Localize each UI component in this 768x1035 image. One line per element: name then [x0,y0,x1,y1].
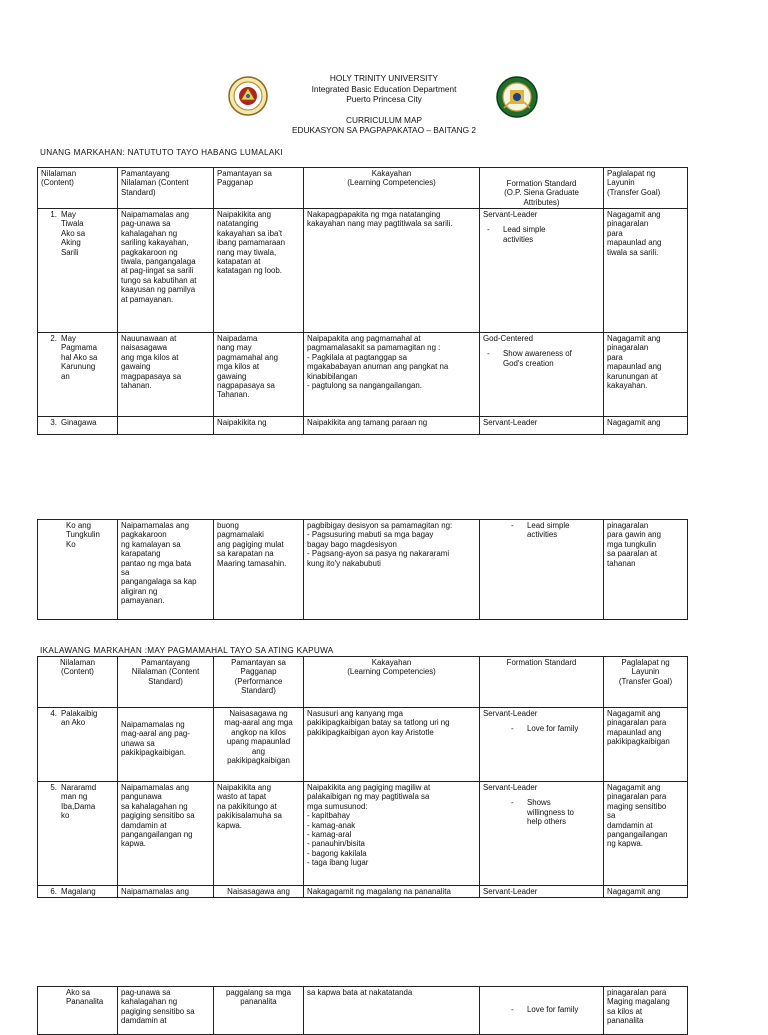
competencies-cell: Nasusuri ang kanyang mga pakikipagkaibigan batay sa tatlong uri ng pakikipagkaibigan ayon kay Aristotle [304,708,480,782]
formation-cell: Servant-Leader [480,417,604,435]
content-cell: Ako sa Pananalita [38,987,118,1035]
transfer-goal-cell: Nagagamit ang pinagaralan para mapaunlad ang karunungan at kakayahan. [604,333,688,417]
performance-standard-cell: Naipadama nang may pagmamahal ang mga kilos at gawaing nagpapasaya sa Tahanan. [214,333,304,417]
header-competencies: Kakayahan (Learning Competencies) [304,657,480,708]
transfer-goal-cell: pinagaralan para gawin ang mga tungkulin sa paaralan at tahanan [604,520,688,620]
content-cell: Ko ang Tungkulin Ko [38,520,118,620]
formation-bullet: Show awareness of God's creation [503,349,572,368]
header-content: Nilalaman (Content) [38,657,118,708]
content-standard-cell: Nauunawaan at naisasagawa ang mga kilos at gawaing magpapasaya sa tahanan. [118,333,214,417]
header-formation: Formation Standard (O.P. Siena Graduate Attributes) [480,168,604,209]
header-content-standard: Pamantayang Nilalaman (Content Standard) [118,657,214,708]
performance-standard-cell: paggalang sa mga pananalita [214,987,304,1035]
table-row [38,987,688,1035]
formation-cell: Servant-Leader [480,886,604,898]
formation-cell: - Lead simple activities [480,520,604,620]
transfer-goal-cell: Nagagamit ang pinagaralan para mapaunlad ang tiwala sa sarili. [604,209,688,333]
competencies-cell: pagbibigay desisyon sa pamamagitan ng: - Pagsusuring mabuti sa mga bagay bagay bago magdesisyon - Pagsang-ayon sa pasya ng nakararami kung ito'y nakabubuti [304,520,480,620]
header-content-standard: Pamantayang Nilalaman (Content Standard) [118,168,214,209]
content-standard-cell: Naipamamalas ang pag-unawa sa kahalagahan ng sariling kakayahan, pagkakaroon ng tiwala, pangangalaga at pag-iingat sa sarili tungo sa kabutihan at kaayusan ng pamilya at pamayanan. [118,209,214,333]
table-row [38,417,688,435]
header-content: Nilalaman (Content) [38,168,118,209]
department-name: Integrated Basic Education Department [311,83,457,94]
table-row [38,708,688,782]
performance-standard-cell: Naipakikita ng [214,417,304,435]
city-name: Puerto Princesa City [346,94,422,105]
formation-cell: God-Centered - Show awareness of God's creation [480,333,604,417]
formation-bullet: Love for family [527,724,579,734]
formation-bullet: Lead simple activities [503,225,546,244]
transfer-goal-cell: Nagagamit ang pinagaralan para maging sensitibo sa damdamin at pangangailangan ng kapwa. [604,782,688,886]
table-header-row [38,657,688,708]
row-number: 4. [50,709,57,718]
row-number: 2. [50,334,57,343]
header-transfer-goal: Paglalapat ng Layunin (Transfer Goal) [604,657,688,708]
performance-standard-cell: Naisasagawa ang [214,886,304,898]
table-row [38,520,688,620]
competencies-cell: Nakagagamit ng magalang na pananalita [304,886,480,898]
content-standard-cell [118,417,214,435]
performance-standard-cell: Naipakikita ang wasto at tapat na pakikitungo at pakikisalamuha sa kapwa. [214,782,304,886]
content-standard-cell: pag-unawa sa kahalagahan ng pagiging sensitibo sa damdamin at [118,987,214,1035]
competencies-cell: Naipakikita ang tamang paraan ng [304,417,480,435]
competencies-cell: Naipakikita ang pagiging magiliw at palakaibigan ng may pagtitiwala sa mga sumusunod: - kapitbahay - kamag-anak - kamag-aral - panauhin/bisita - bagong kakilala - taga ibang lugar [304,782,480,886]
row-number: 5. [50,783,57,792]
curriculum-table-q1 [37,167,688,435]
quarter-2-heading: IKALAWANG MARKAHAN :MAY PAGMAMAHAL TAYO SA ATING KAPUWA [40,646,334,655]
content-standard-cell: Naipamamalas ang pangunawa sa kahalagahan ng pagiging sensitibo sa damdamin at pangangailangan ng kapwa. [118,782,214,886]
content-cell: Nararamd man ng Iba,Dama ko [61,783,97,821]
content-cell: Ginagawa [61,418,97,427]
transfer-goal-cell: Nagagamit ang pinagaralan para mapaunlad ang pakikipagkaibigan [604,708,688,782]
curriculum-table-q1-continued [37,519,688,620]
transfer-goal-cell: pinagaralan para Maging magalang sa kilos at pananalita [604,987,688,1035]
header-formation: Formation Standard [480,657,604,708]
formation-cell: - Love for family [480,987,604,1035]
curriculum-table-q2 [37,656,688,898]
content-cell: May Pagmama hal Ako sa Karunung an [61,334,98,381]
content-standard-cell: Naipamamalas ang pagkakaroon ng kamalayan sa karapatang pantao ng mga bata sa pangangalaga sa kap aligiran ng pamayanan. [118,520,214,620]
formation-bullet: Lead simple activities [527,521,570,540]
formation-title: Servant-Leader [483,210,538,219]
transfer-goal-cell: Nagagamit ang [604,886,688,898]
formation-cell: Servant-Leader - Shows willingness to help others [480,782,604,886]
formation-bullet: Shows willingness to help others [527,798,574,827]
table-row [38,782,688,886]
formation-bullet: Love for family [527,1005,579,1014]
header-performance-standard: Pamantayan sa Pagganap [214,168,304,209]
table-row [38,333,688,417]
competencies-cell: Nakapagpapakita ng mga natatanging kakayahan nang may pagtitiwala sa sarili. [304,209,480,333]
formation-cell: Servant-Leader - Love for family [480,708,604,782]
header-transfer-goal: Paglalapat ng Layunin (Transfer Goal) [604,168,688,209]
table-row [38,886,688,898]
content-cell: Palakaibig an Ako [61,709,98,728]
content-cell: May Tiwala Ako sa Aking Sarili [61,210,86,257]
performance-standard-cell: Naisasagawa ng mag-aaral ang mga angkop na kilos upang mapaunlad ang pakikipagkaibigan [214,708,304,782]
row-number: 1. [50,210,57,219]
competencies-cell: sa kapwa bata at nakatatanda [304,987,480,1035]
formation-cell: Servant-Leader - Lead simple activities [480,209,604,333]
formation-title: Servant-Leader [483,783,538,792]
quarter-1-heading: UNANG MARKAHAN: NATUTUTO TAYO HABANG LUMALAKI [40,148,283,157]
content-cell: Magalang [61,887,96,896]
performance-standard-cell: Naipakikita ang natatanging kakayahan sa iba't ibang pamamaraan nang may tiwala, katapatan at katatagan ng loob. [214,209,304,333]
content-standard-cell: Naipamamalas ang [118,886,214,898]
header-competencies: Kakayahan (Learning Competencies) [304,168,480,209]
formation-title: God-Centered [483,334,534,343]
formation-title: Servant-Leader [483,709,538,718]
transfer-goal-cell: Nagagamit ang [604,417,688,435]
table-row [38,209,688,333]
row-number: 3. [50,418,57,427]
document-title: CURRICULUM MAP [345,114,423,125]
performance-standard-cell: buong pagmamalaki ang pagiging mulat sa karapatan na Maaring tamasahin. [214,520,304,620]
subject-title: EDUKASYON SA PAGPAPAKATAO – BAITANG 2 [292,125,476,136]
table-header-row [38,168,688,209]
competencies-cell: Naipapakita ang pagmamahal at pagmamalasakit sa pamamagitan ng : - Pagkilala at pagtanggap sa mgakababayan anuman ang pangkat na kinabibilangan - pagtulong sa nangangailangan. [304,333,480,417]
content-standard-cell: Naipamamalas ng mag-aaral ang pag- unawa sa pakikipagkaibigan. [118,708,214,782]
curriculum-table-q2-continued [37,986,688,1035]
header-performance-standard: Pamantayan sa Pagganap (Performance Standard) [214,657,304,708]
document-header [0,73,768,136]
row-number: 6. [50,887,57,896]
university-name: HOLY TRINITY UNIVERSITY [329,73,439,83]
